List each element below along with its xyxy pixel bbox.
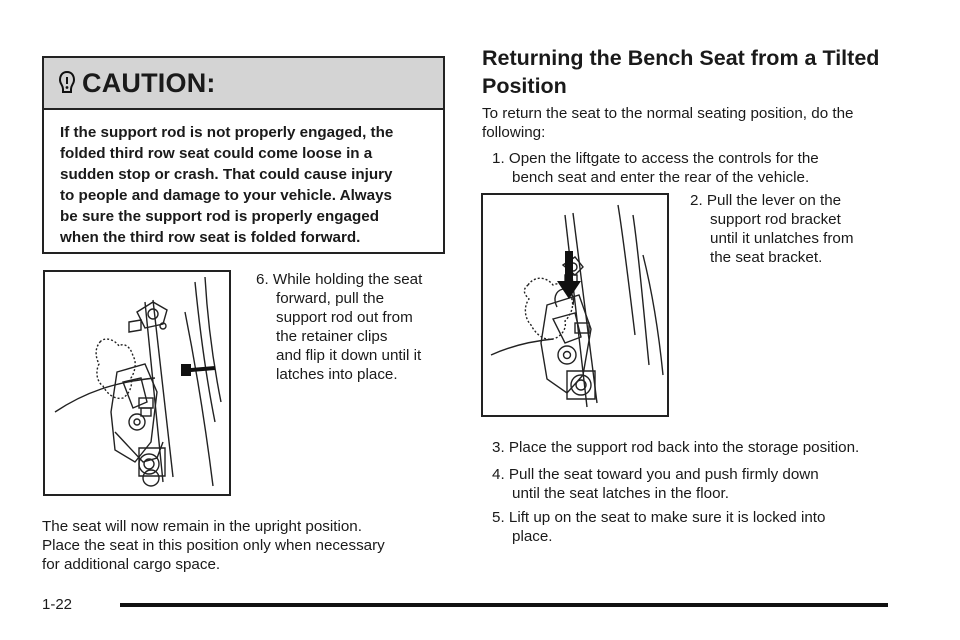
step-line: and flip it down until it [276, 347, 422, 364]
illustration-support-rod-release [43, 270, 231, 496]
caution-header [44, 58, 443, 110]
upright-position-paragraph [42, 517, 452, 574]
caution-title: CAUTION: [82, 67, 216, 98]
caution-line: to people and damage to your vehicle. Always [60, 187, 392, 204]
step-line: bench seat and enter the rear of the vehicle. [512, 169, 810, 186]
step-line: support rod bracket [710, 211, 841, 228]
support-rod-drawing [45, 272, 229, 494]
caution-line: when the third row seat is folded forward. [60, 229, 361, 246]
step-line: support rod out from [276, 309, 413, 326]
caution-text [44, 110, 443, 248]
footer-rule [120, 603, 888, 607]
paragraph-line: The seat will now remain in the upright position. [42, 518, 362, 535]
lever-drawing [483, 195, 667, 415]
step-line: the seat bracket. [710, 249, 823, 266]
step-line: 2. Pull the lever on the [690, 192, 842, 209]
paragraph-line: for additional cargo space. [42, 556, 221, 573]
step-line: 5. Lift up on the seat to make sure it is locked into [492, 509, 826, 526]
step-5 [492, 508, 932, 546]
step-line: until the seat latches in the floor. [512, 485, 729, 502]
paragraph-line: Place the seat in this position only when necessary [42, 537, 385, 554]
caution-line: If the support rod is not properly engaged, the [60, 124, 394, 141]
step-line: 4. Pull the seat toward you and push firmly down [492, 466, 819, 483]
heading-line: Returning the Bench Seat from a Tilted [482, 46, 880, 70]
step-6 [256, 270, 456, 384]
caution-line: folded third row seat could come loose in a [60, 145, 373, 162]
caution-line: sudden stop or crash. That could cause injury [60, 166, 393, 183]
step-2 [690, 191, 920, 267]
warning-bracket-icon [58, 70, 76, 96]
step-line: forward, pull the [276, 290, 385, 307]
intro-paragraph [482, 104, 922, 142]
section-heading [482, 44, 912, 100]
heading-line: Position [482, 74, 567, 98]
paragraph-line: To return the seat to the normal seating position, do the [482, 105, 854, 122]
step-line: latches into place. [276, 366, 398, 383]
caution-box [42, 56, 445, 254]
caution-line: be sure the support rod is properly engaged [60, 208, 379, 225]
illustration-lever-pull [481, 193, 669, 417]
step-line: 6. While holding the seat [256, 271, 423, 288]
step-4 [492, 465, 932, 503]
step-3 [492, 438, 932, 457]
page-number: 1-22 [42, 596, 73, 613]
step-1 [492, 149, 922, 187]
step-line: the retainer clips [276, 328, 388, 345]
step-line: until it unlatches from [710, 230, 854, 247]
step-line: 1. Open the liftgate to access the controls for the [492, 150, 819, 167]
step-line: 3. Place the support rod back into the storage position. [492, 439, 860, 456]
step-line: place. [512, 528, 553, 545]
paragraph-line: following: [482, 124, 546, 141]
